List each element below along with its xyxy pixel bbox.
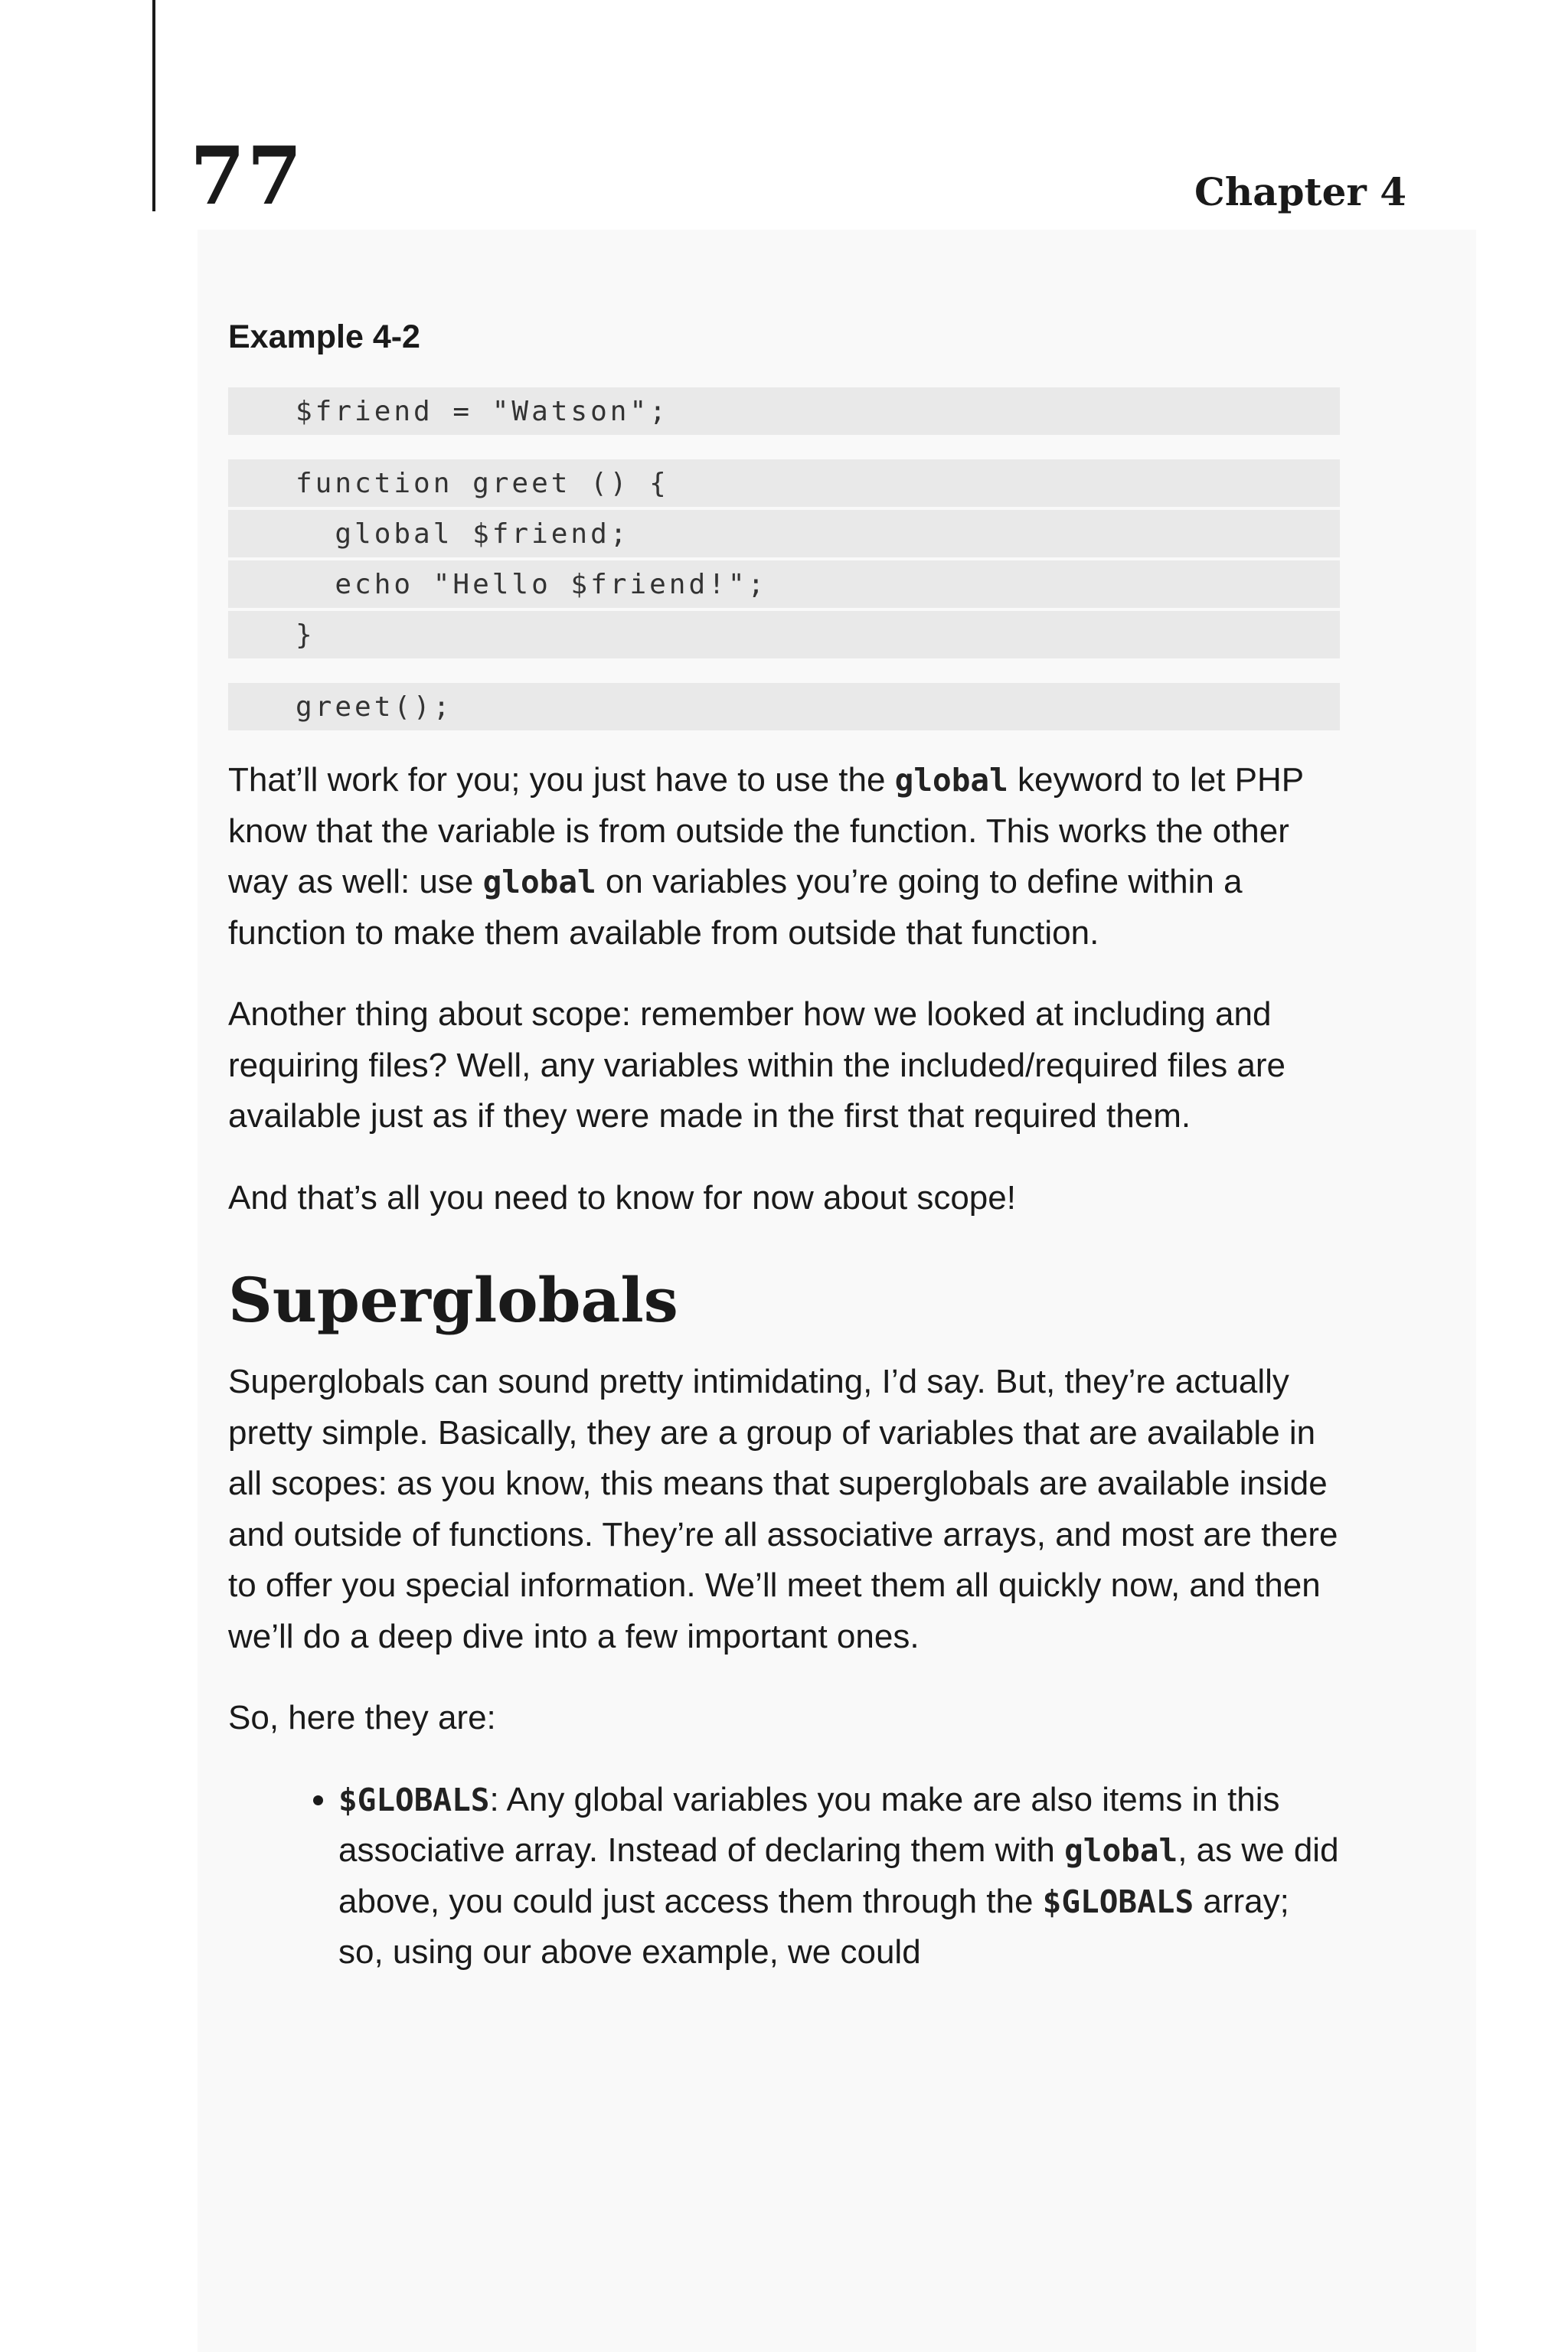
chapter-label: Chapter 4: [1194, 169, 1406, 214]
paragraph-global-keyword: [228, 755, 1340, 959]
code-line: global $friend;: [228, 510, 1340, 557]
text-span: : Any global variables you make are also items in this associative array. Instead of declaring them with: [338, 1780, 1280, 1869]
paragraph-scope-summary: And that’s all you need to know for now about scope!: [228, 1178, 1016, 1217]
code-block: [228, 683, 1340, 730]
text-span: on variables you’re going to define within a function to make them available from outside that function.: [228, 863, 1243, 952]
text-span: , as we did above, you could just access them through the: [338, 1831, 1339, 1920]
code-line: function greet () {: [228, 459, 1340, 507]
code-line: greet();: [228, 683, 1340, 730]
inline-code: $GLOBALS: [338, 1781, 490, 1818]
inline-code: global: [894, 762, 1008, 799]
section-heading: Superglobals: [228, 1264, 678, 1336]
code-line: echo "Hello $friend!";: [228, 560, 1340, 608]
inline-code: global: [482, 864, 596, 900]
inline-code: $GLOBALS: [1042, 1883, 1194, 1920]
text-span: That’ll work for you; you just have to use the: [228, 761, 895, 799]
paragraph-list-lead: So, here they are:: [228, 1699, 496, 1736]
margin-rule: [152, 0, 155, 211]
text-span: keyword to let PHP know that the variable is from outside the function. This works the other way as well: use: [228, 761, 1304, 900]
code-block: [228, 387, 1340, 435]
list-item: [338, 1775, 1340, 1978]
paragraph-scope-includes: Another thing about scope: remember how we looked at including and requiring files? Well, any variables within the included/required files are available just as if they were made in the first that required them.: [228, 995, 1286, 1135]
code-line: $friend = "Watson";: [228, 387, 1340, 435]
paragraph-superglobals-intro: Superglobals can sound pretty intimidating, I’d say. But, they’re actually pretty simple. Basically, they are a group of variables that are available in all scopes: as you know, this means that superglobals are available inside and outside of functions. They’re all associative arrays, and most are there to offer you special information. We’ll meet them all quickly now, and then we’ll do a deep dive into a few important ones.: [228, 1363, 1338, 1655]
page-content: [228, 314, 1340, 1978]
code-block: [228, 459, 1340, 658]
inline-code: global: [1064, 1832, 1178, 1869]
code-line: }: [228, 611, 1340, 658]
page-number: 77: [190, 129, 304, 223]
superglobals-list: [228, 1775, 1340, 1978]
example-title: Example 4-2: [228, 318, 420, 355]
text-span: array; so, using our above example, we could: [338, 1882, 1289, 1971]
